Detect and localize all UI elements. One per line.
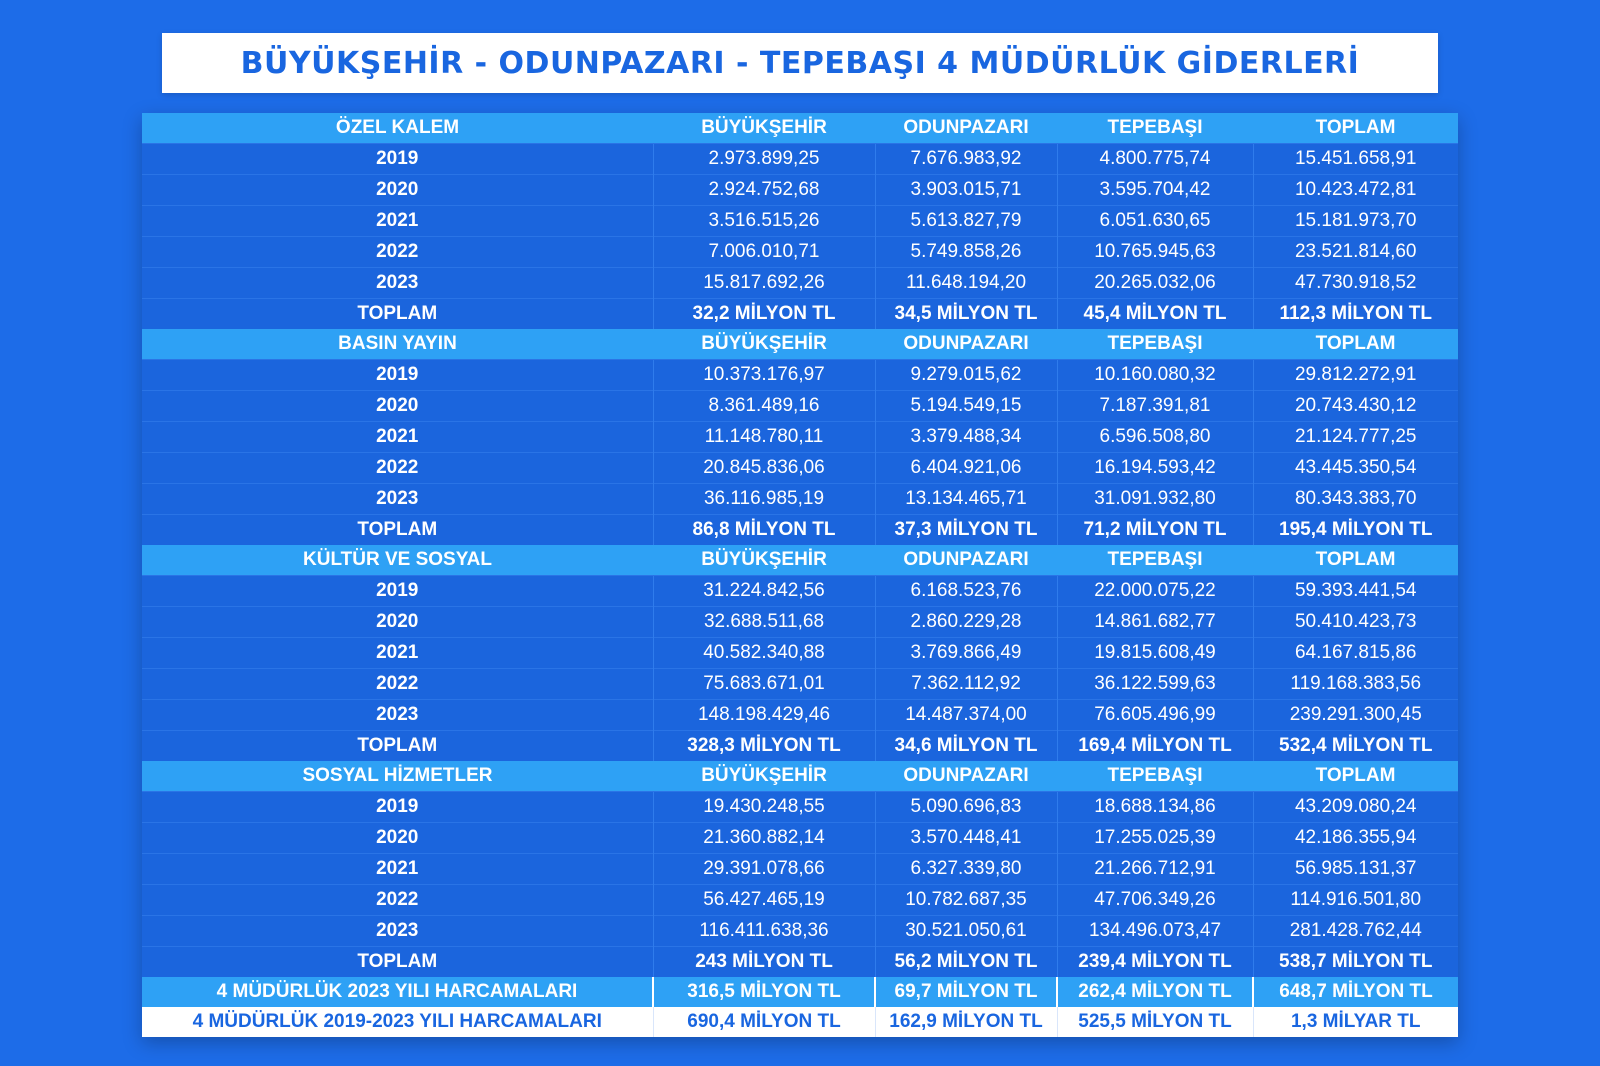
value-cell: 40.582.340,88 [653, 638, 875, 669]
value-cell: 21.124.777,25 [1253, 422, 1458, 453]
value-cell: 30.521.050,61 [875, 916, 1057, 947]
total-cell: 532,4 MİLYON TL [1253, 731, 1458, 762]
value-cell: 21.360.882,14 [653, 823, 875, 854]
summary-cell: 316,5 MİLYON TL [653, 977, 875, 1007]
year-cell: 2019 [142, 576, 653, 607]
table-row [142, 268, 1458, 299]
value-cell: 15.817.692,26 [653, 268, 875, 299]
column-header-toplam: TOPLAM [1253, 761, 1458, 792]
table-row [142, 576, 1458, 607]
value-cell: 6.404.921,06 [875, 453, 1057, 484]
summary-cell: 525,5 MİLYON TL [1057, 1007, 1253, 1037]
total-label: TOPLAM [142, 299, 653, 330]
total-row [142, 731, 1458, 762]
table-row [142, 422, 1458, 453]
value-cell: 64.167.815,86 [1253, 638, 1458, 669]
total-cell: 56,2 MİLYON TL [875, 947, 1057, 978]
total-cell: 328,3 MİLYON TL [653, 731, 875, 762]
section-header-ozel-kalem [142, 113, 1458, 144]
value-cell: 80.343.383,70 [1253, 484, 1458, 515]
table-row [142, 916, 1458, 947]
total-cell: 169,4 MİLYON TL [1057, 731, 1253, 762]
total-cell: 86,8 MİLYON TL [653, 515, 875, 546]
summary-cell: 162,9 MİLYON TL [875, 1007, 1057, 1037]
value-cell: 43.209.080,24 [1253, 792, 1458, 823]
value-cell: 3.769.866,49 [875, 638, 1057, 669]
year-cell: 2021 [142, 206, 653, 237]
year-cell: 2021 [142, 638, 653, 669]
value-cell: 2.860.229,28 [875, 607, 1057, 638]
year-cell: 2023 [142, 700, 653, 731]
summary-cell: 262,4 MİLYON TL [1057, 977, 1253, 1007]
value-cell: 9.279.015,62 [875, 360, 1057, 391]
total-cell: 112,3 MİLYON TL [1253, 299, 1458, 330]
year-cell: 2021 [142, 854, 653, 885]
value-cell: 10.423.472,81 [1253, 175, 1458, 206]
value-cell: 42.186.355,94 [1253, 823, 1458, 854]
value-cell: 17.255.025,39 [1057, 823, 1253, 854]
table-row [142, 360, 1458, 391]
table-row [142, 237, 1458, 268]
table-row [142, 206, 1458, 237]
value-cell: 15.181.973,70 [1253, 206, 1458, 237]
value-cell: 10.765.945,63 [1057, 237, 1253, 268]
value-cell: 43.445.350,54 [1253, 453, 1458, 484]
column-header-toplam: TOPLAM [1253, 329, 1458, 360]
value-cell: 31.091.932,80 [1057, 484, 1253, 515]
total-cell: 34,5 MİLYON TL [875, 299, 1057, 330]
value-cell: 3.595.704,42 [1057, 175, 1253, 206]
value-cell: 20.743.430,12 [1253, 391, 1458, 422]
total-cell: 71,2 MİLYON TL [1057, 515, 1253, 546]
value-cell: 20.265.032,06 [1057, 268, 1253, 299]
value-cell: 31.224.842,56 [653, 576, 875, 607]
table-row [142, 823, 1458, 854]
total-row [142, 515, 1458, 546]
value-cell: 5.194.549,15 [875, 391, 1057, 422]
value-cell: 56.985.131,37 [1253, 854, 1458, 885]
value-cell: 76.605.496,99 [1057, 700, 1253, 731]
table-row [142, 854, 1458, 885]
column-header-tepebasi: TEPEBAŞI [1057, 329, 1253, 360]
year-cell: 2023 [142, 916, 653, 947]
value-cell: 50.410.423,73 [1253, 607, 1458, 638]
year-cell: 2019 [142, 792, 653, 823]
value-cell: 5.749.858,26 [875, 237, 1057, 268]
total-label: TOPLAM [142, 731, 653, 762]
total-cell: 239,4 MİLYON TL [1057, 947, 1253, 978]
summary-row-2023 [142, 977, 1458, 1007]
table-row [142, 144, 1458, 175]
year-cell: 2020 [142, 391, 653, 422]
value-cell: 14.861.682,77 [1057, 607, 1253, 638]
value-cell: 10.373.176,97 [653, 360, 875, 391]
value-cell: 6.168.523,76 [875, 576, 1057, 607]
column-header-tepebasi: TEPEBAŞI [1057, 545, 1253, 576]
value-cell: 20.845.836,06 [653, 453, 875, 484]
value-cell: 18.688.134,86 [1057, 792, 1253, 823]
summary-cell: 690,4 MİLYON TL [653, 1007, 875, 1037]
value-cell: 8.361.489,16 [653, 391, 875, 422]
value-cell: 10.782.687,35 [875, 885, 1057, 916]
value-cell: 114.916.501,80 [1253, 885, 1458, 916]
value-cell: 6.051.630,65 [1057, 206, 1253, 237]
value-cell: 7.362.112,92 [875, 669, 1057, 700]
value-cell: 7.676.983,92 [875, 144, 1057, 175]
value-cell: 3.379.488,34 [875, 422, 1057, 453]
column-header-odunpazari: ODUNPAZARI [875, 329, 1057, 360]
value-cell: 21.266.712,91 [1057, 854, 1253, 885]
value-cell: 36.116.985,19 [653, 484, 875, 515]
value-cell: 23.521.814,60 [1253, 237, 1458, 268]
year-cell: 2022 [142, 885, 653, 916]
value-cell: 32.688.511,68 [653, 607, 875, 638]
year-cell: 2023 [142, 268, 653, 299]
column-header-buyuksehir: BÜYÜKŞEHİR [653, 761, 875, 792]
table-row [142, 885, 1458, 916]
year-cell: 2020 [142, 823, 653, 854]
total-cell: 538,7 MİLYON TL [1253, 947, 1458, 978]
table-row [142, 638, 1458, 669]
column-header-odunpazari: ODUNPAZARI [875, 761, 1057, 792]
value-cell: 7.187.391,81 [1057, 391, 1253, 422]
column-header-buyuksehir: BÜYÜKŞEHİR [653, 113, 875, 144]
value-cell: 2.973.899,25 [653, 144, 875, 175]
section-title: SOSYAL HİZMETLER [142, 761, 653, 792]
column-header-odunpazari: ODUNPAZARI [875, 113, 1057, 144]
value-cell: 116.411.638,36 [653, 916, 875, 947]
table-row [142, 607, 1458, 638]
table-row [142, 792, 1458, 823]
value-cell: 75.683.671,01 [653, 669, 875, 700]
value-cell: 3.570.448,41 [875, 823, 1057, 854]
value-cell: 7.006.010,71 [653, 237, 875, 268]
value-cell: 22.000.075,22 [1057, 576, 1253, 607]
year-cell: 2020 [142, 175, 653, 206]
value-cell: 47.730.918,52 [1253, 268, 1458, 299]
table-row [142, 175, 1458, 206]
table-row [142, 391, 1458, 422]
value-cell: 19.815.608,49 [1057, 638, 1253, 669]
total-row [142, 299, 1458, 330]
value-cell: 59.393.441,54 [1253, 576, 1458, 607]
value-cell: 6.596.508,80 [1057, 422, 1253, 453]
value-cell: 11.148.780,11 [653, 422, 875, 453]
value-cell: 11.648.194,20 [875, 268, 1057, 299]
table-row [142, 700, 1458, 731]
value-cell: 4.800.775,74 [1057, 144, 1253, 175]
section-header-basin-yayin [142, 329, 1458, 360]
column-header-buyuksehir: BÜYÜKŞEHİR [653, 545, 875, 576]
section-title: ÖZEL KALEM [142, 113, 653, 144]
summary-cell: 69,7 MİLYON TL [875, 977, 1057, 1007]
year-cell: 2022 [142, 453, 653, 484]
value-cell: 36.122.599,63 [1057, 669, 1253, 700]
value-cell: 16.194.593,42 [1057, 453, 1253, 484]
value-cell: 239.291.300,45 [1253, 700, 1458, 731]
total-label: TOPLAM [142, 947, 653, 978]
year-cell: 2020 [142, 607, 653, 638]
table-row [142, 484, 1458, 515]
page-title: BÜYÜKŞEHİR - ODUNPAZARI - TEPEBAŞI 4 MÜDÜRLÜK GİDERLERİ [240, 45, 1360, 81]
value-cell: 29.391.078,66 [653, 854, 875, 885]
summary-label: 4 MÜDÜRLÜK 2023 YILI HARCAMALARI [142, 977, 653, 1007]
total-cell: 34,6 MİLYON TL [875, 731, 1057, 762]
section-header-sosyal-hizmetler [142, 761, 1458, 792]
total-cell: 37,3 MİLYON TL [875, 515, 1057, 546]
value-cell: 281.428.762,44 [1253, 916, 1458, 947]
value-cell: 5.613.827,79 [875, 206, 1057, 237]
year-cell: 2022 [142, 669, 653, 700]
value-cell: 47.706.349,26 [1057, 885, 1253, 916]
value-cell: 19.430.248,55 [653, 792, 875, 823]
total-cell: 195,4 MİLYON TL [1253, 515, 1458, 546]
value-cell: 3.516.515,26 [653, 206, 875, 237]
total-label: TOPLAM [142, 515, 653, 546]
summary-row-2019-2023 [142, 1007, 1458, 1037]
column-header-toplam: TOPLAM [1253, 113, 1458, 144]
year-cell: 2021 [142, 422, 653, 453]
total-cell: 243 MİLYON TL [653, 947, 875, 978]
value-cell: 13.134.465,71 [875, 484, 1057, 515]
year-cell: 2023 [142, 484, 653, 515]
year-cell: 2019 [142, 144, 653, 175]
total-cell: 45,4 MİLYON TL [1057, 299, 1253, 330]
section-header-kultur-ve-sosyal [142, 545, 1458, 576]
value-cell: 29.812.272,91 [1253, 360, 1458, 391]
summary-label: 4 MÜDÜRLÜK 2019-2023 YILI HARCAMALARI [142, 1007, 653, 1037]
section-title: BASIN YAYIN [142, 329, 653, 360]
summary-cell: 648,7 MİLYON TL [1253, 977, 1458, 1007]
section-title: KÜLTÜR VE SOSYAL [142, 545, 653, 576]
total-row [142, 947, 1458, 978]
value-cell: 5.090.696,83 [875, 792, 1057, 823]
value-cell: 15.451.658,91 [1253, 144, 1458, 175]
expense-table [142, 113, 1458, 1037]
value-cell: 10.160.080,32 [1057, 360, 1253, 391]
expense-table-container [142, 113, 1458, 1037]
value-cell: 3.903.015,71 [875, 175, 1057, 206]
value-cell: 6.327.339,80 [875, 854, 1057, 885]
value-cell: 119.168.383,56 [1253, 669, 1458, 700]
column-header-tepebasi: TEPEBAŞI [1057, 113, 1253, 144]
table-row [142, 453, 1458, 484]
value-cell: 148.198.429,46 [653, 700, 875, 731]
column-header-toplam: TOPLAM [1253, 545, 1458, 576]
title-banner [162, 33, 1438, 93]
value-cell: 14.487.374,00 [875, 700, 1057, 731]
column-header-odunpazari: ODUNPAZARI [875, 545, 1057, 576]
summary-cell: 1,3 MİLYAR TL [1253, 1007, 1458, 1037]
year-cell: 2022 [142, 237, 653, 268]
value-cell: 2.924.752,68 [653, 175, 875, 206]
value-cell: 56.427.465,19 [653, 885, 875, 916]
table-row [142, 669, 1458, 700]
column-header-tepebasi: TEPEBAŞI [1057, 761, 1253, 792]
column-header-buyuksehir: BÜYÜKŞEHİR [653, 329, 875, 360]
total-cell: 32,2 MİLYON TL [653, 299, 875, 330]
year-cell: 2019 [142, 360, 653, 391]
value-cell: 134.496.073,47 [1057, 916, 1253, 947]
